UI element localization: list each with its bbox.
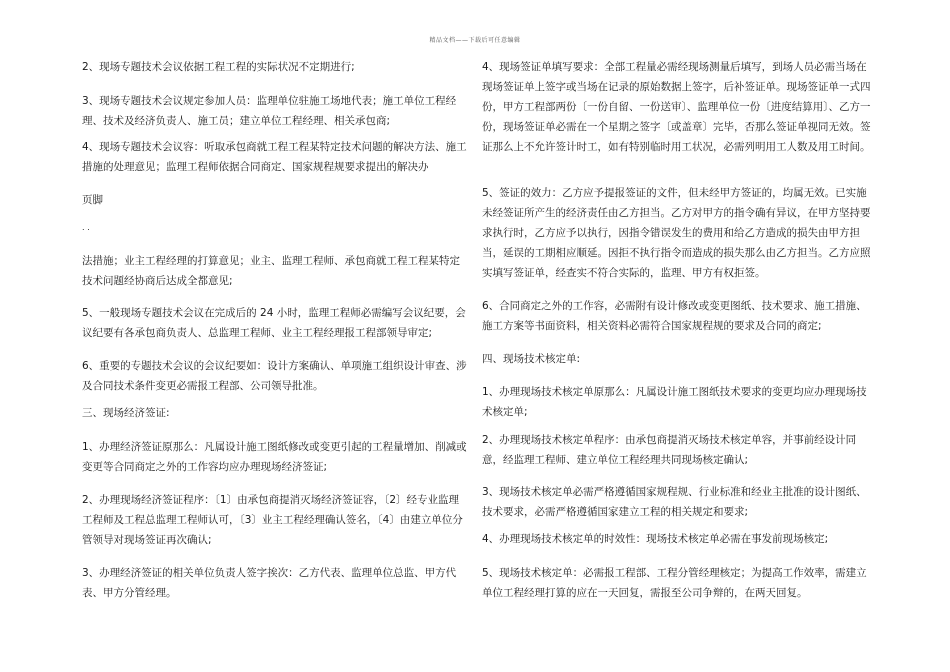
paragraph: 6、合同商定之外的工作容，必需附有设计修改或变更图纸、技术要求、施工措施、施工方案等书面资料，相关资料必需符合国家规程规的要求及合同的商定; [482,300,867,332]
paragraph: 1、办理现场技术核定单原那么：凡属设计施工图纸技术要求的变更均应办理现场技术核定单; [482,386,867,418]
paragraph: 法措施；业主工程经理的打算意见；业主、监理工程师、承包商就工程工程某特定技术问题经协商后达成全都意见; [82,255,460,287]
paragraph: 4、办理现场技术核定单的时效性：现场技术核定单必需在事发前现场核定; [482,533,829,545]
paragraph: 4、现场专题技术会议容：听取承包商就工程工程某特定技术问题的解决方法、施工措施的处理意见；监理工程师依据合同商定、国家规程规要求提出的解决办 [82,141,467,173]
footer-label: 页脚 [82,194,103,206]
paragraph: 3、现场专题技术会议规定参加人员：监理单位驻施工场地代表；施工单位工程经理、技术及经济负责人、施工员；建立单位工程经理、相关承包商; [82,95,457,127]
section-heading: 三、现场经济签证: [82,407,170,419]
page-header: 精品文档——下载后可任意编辑 [429,37,521,44]
paragraph: 6、重要的专题技术会议的会议纪要如：设计方案确认、单项施工组织设计审查、涉及合同技术条件变更必需报工程部、公司领导批准。 [82,360,467,392]
paragraph: 5、签证的效力：乙方应予提报签证的文件，但未经甲方签证的，均属无效。已实施未经签证所产生的经济责任由乙方担当。乙方对甲方的指令确有异议，在甲方坚持要求执行时，乙方应予以执行，因指令错误发生的费用和给乙方造成的损失由甲方担当，延误的工期相应顺延。因拒不执行指令而造成的损失那么由乙方担当。乙方应照实填写签证单，经查实不符合实际的，监理、甲方有权拒签。 [482,187,871,279]
separator-dots: . . [82,223,90,232]
paragraph: 1、办理经济签证原那么：凡属设计施工图纸修改或变更引起的工程量增加、削减或变更等合同商定之外的工作容均应办理现场经济签证; [82,441,467,473]
paragraph: 2、办理现场经济签证程序：〔1〕由承包商提消灭场经济签证容，〔2〕经专业监理工程师及工程总监理工程师认可，〔3〕业主工程经理确认签名，〔4〕由建立单位分管领导对现场签证再次确认; [82,494,463,546]
paragraph: 2、办理现场技术核定单程序：由承包商提消灭场技术核定单容，并事前经设计同意，经监理工程师、建立单位工程经理共同现场核定确认; [482,434,857,466]
paragraph: 3、现场技术核定单必需严格遵循国家规程规、行业标准和经业主批准的设计图纸、技术要求，必需严格遵循国家建立工程的相关规定和要求; [482,486,867,518]
paragraph: 4、现场签证单填写要求：全部工程量必需经现场测量后填写，到场人员必需当场在现场签证单上签字或当场在记录的原始数据上签字，后补签证单。现场签证单一式四份，甲方工程部两份〔一份自留、一份送审〕、监理单位一份〔进度结算用〕、乙方一份，现场签证单必需在一个星期之签字〔或盖章〕完毕，否那么签证单视同无效。签证那么上不允许签计时工，如有特别临时用工状况，必需列明用工人数及用工时间。 [482,61,871,153]
paragraph: 5、现场技术核定单：必需报工程部、工程分管经理核定；为提高工作效率，需建立单位工程经理打算的应在一天回复，需报至公司争辩的，在两天回复。 [482,567,867,599]
paragraph: 3、办理经济签证的相关单位负责人签字挨次：乙方代表、监理单位总监、甲方代表、甲方分管经理。 [82,567,457,599]
section-heading: 四、现场技术核定单: [482,353,581,365]
paragraph: 2、现场专题技术会议依据工程工程的实际状况不定期进行; [82,61,355,73]
paragraph: 5、一般现场专题技术会议在完成后的 24 小时，监理工程师必需编写会议纪要，会议纪要有各承包商负责人、总监理工程师、业主工程经理报工程部领导审定; [82,307,466,339]
